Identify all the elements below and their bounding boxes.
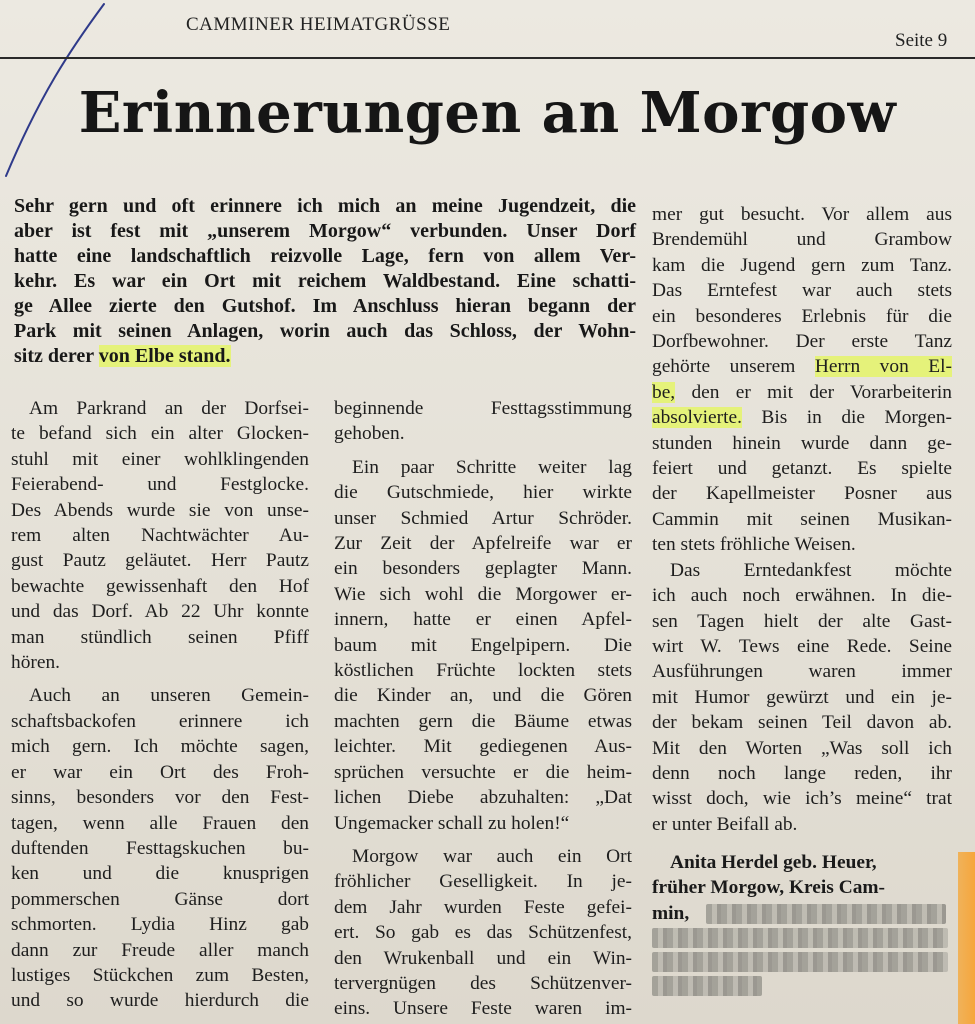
column-line: und das Dorf. Ab 22 Uhr konnte [11,601,309,623]
redacted-address-blur [706,904,946,924]
column-line: bewachte gewissenhaft den Hof [11,575,309,597]
column-line: lustiges Stückchen zum Besten, [11,964,309,986]
column-line: Des Abends wurde sie von unse- [11,499,309,521]
column-line: wisst doch, wie ich’s meine“ trat [652,788,952,810]
intro-line-part: sitz derer [14,345,99,367]
column-line: gust Pautz geläutet. Herr Pautz [11,550,309,572]
column-line: der bekam seinen Teil davon ab. [652,712,952,734]
column-line-part: Bis in die Morgen- [741,407,952,429]
column-line: Wie sich wohl die Morgower er- [334,583,632,605]
redacted-address-blur [652,952,948,972]
page-number: Seite 9 [895,30,948,51]
column-line: leichter. Mit gediegenen Aus- [334,736,632,758]
column-line: te befand sich ein alter Glocken- [11,423,309,445]
intro-line: aber ist fest mit „unserem Morgow“ verbunden. Unser Dorf [14,220,636,242]
intro-line: Sehr gern und oft erinnere ich mich an meine Jugendzeit, die [14,195,636,217]
intro-line: kehr. Es war ein Ort mit reichem Waldbestand. Eine schatti- [14,270,636,292]
column-line: duftenden Festtagskuchen bu- [11,837,309,859]
column-line: sen Tagen hielt der alte Gast- [652,610,952,632]
column-line: rem alten Nachtwächter Au- [11,525,309,547]
article-headline: Erinnerungen an Morgow [78,80,897,146]
article-column-1 [11,396,309,1014]
highlighted-text: be, [652,381,676,403]
orange-tab-edge [958,852,975,1024]
column-line: beginnende Festtagsstimmung [334,398,632,419]
column-line: pommerschen Gänse dort [11,888,309,910]
column-line: sinns, besonders vor den Fest- [11,787,309,809]
signature-line: Anita Herdel geb. Heuer, [670,852,877,873]
column-line: Morgow war auch ein Ort [352,845,632,867]
column-line: schaftsbackofen erinnere ich [11,710,309,732]
column-line: köstlichen Früchte lockten stets [334,660,632,682]
column-line: man stündlich seinen Pfiff [11,626,309,648]
column-line: Dorfbewohner. Der erste Tanz [652,331,952,353]
column-line: Ausführungen waren immer [652,661,952,683]
column-line: die Gutschmiede, hier wirkte [334,482,632,504]
column-line: Mit den Worten „Was soll ich [652,737,952,759]
column-line [652,380,952,405]
article-column-3 [652,202,952,837]
column-line: Das Erntefest war auch stets [652,280,952,302]
intro-line: Park mit seinen Anlagen, worin auch das Schloss, der Wohn- [14,320,636,342]
column-line: den Wrukenball und ein Win- [334,947,632,969]
column-line: der Kapellmeister Posner aus [652,483,952,505]
column-line-part: gehörte unserem [652,356,815,378]
column-line [652,354,952,379]
column-line: gehoben. [334,423,405,445]
column-line: feiert und getanzt. Es spielte [652,458,952,480]
column-line: Ungemacker schall zu holen!“ [334,812,570,834]
paragraph-gap [334,836,632,844]
column-line: mich gern. Ich möchte sagen, [11,736,309,758]
highlighted-text: von Elbe stand. [98,345,231,367]
column-line: Auch an unseren Gemein- [29,685,309,707]
column-line-part: den er mit der Vorarbeiterin [675,381,952,403]
column-line: hören. [11,652,60,674]
column-line: ert. So gab es das Schützenfest, [334,922,632,944]
column-line: tervergnügen des Schützenver- [334,972,632,994]
column-line: lichen Diebe abzuhalten: „Dat [334,787,632,809]
column-line: Brendemühl und Grambow [652,229,952,251]
column-line: wirt W. Tews eine Rede. Seine [652,635,952,657]
column-line: ken und die knusprigen [11,863,309,885]
column-line: unser Schmied Artur Schröder. [334,507,632,529]
column-line: machten gern die Bäume etwas [334,710,632,732]
paragraph-gap [334,447,632,455]
intro-line [14,344,636,369]
publication-name: CAMMINER HEIMATGRÜSSE [186,14,451,35]
column-line: er unter Beifall ab. [652,813,798,835]
column-line: fröhlicher Geselligkeit. In je- [334,871,632,893]
article-column-2 [334,396,632,1022]
column-line [652,405,952,430]
column-line: ich auch noch erwähnen. In die- [652,585,952,607]
column-line: Ein paar Schritte weiter lag [352,456,632,478]
signature-line: min, [652,902,690,924]
signature-line: früher Morgow, Kreis Cam- [652,877,885,899]
intro-line: hatte eine landschaftlich reizvolle Lage, fern von allem Ver- [14,245,636,267]
highlighted-text: Herrn von El- [814,356,952,378]
column-line: baum mit Engelpipern. Die [334,634,632,656]
highlighted-text: absolvierte. [652,407,742,429]
column-line: stuhl mit einer wohlklingenden [11,448,309,470]
column-line: innern, hatte er einen Apfel- [334,609,632,631]
column-line: die Kinder an, und die Gören [334,685,632,707]
column-line: Das Erntedankfest möchte [670,559,952,581]
column-line: Feierabend- und Festglocke. [11,474,309,496]
article-intro [14,194,636,369]
column-line: kam die Jugend gern zum Tanz. [652,254,952,276]
header-rule [0,57,975,59]
column-line: dem Jahr wurden Feste gefei- [334,896,632,918]
column-line: denn noch lange reden, ihr [652,762,952,784]
redacted-address-blur [652,928,948,948]
column-line: mit Humor gewürzt und ein je- [652,686,952,708]
column-line: stunden hinein wurde dann ge- [652,432,952,454]
column-line: Zur Zeit der Apfelreife war er [334,533,632,555]
column-line: tagen, wenn alle Frauen den [11,812,309,834]
column-line: ein besonders geplagter Mann. [334,558,632,580]
column-line: und so wurde hierdurch die [11,990,309,1012]
column-line: schmorten. Lydia Hinz gab [11,914,309,936]
column-line: Am Parkrand an der Dorfsei- [29,398,309,419]
column-line: sprüchen versuchte er die heim- [334,761,632,783]
column-line: ten stets fröhliche Weisen. [652,534,856,556]
paragraph-gap [11,675,309,683]
column-line: eins. Unsere Feste waren im- [334,998,632,1020]
column-line: dann zur Freude aller manch [11,939,309,961]
column-line: mer gut besucht. Vor allem aus [652,204,952,225]
column-line: Cammin mit seinen Musikan- [652,508,952,530]
column-line: ein besonderes Erlebnis für die [652,305,952,327]
intro-line: ge Allee zierte den Gutshof. Im Anschluss hieran begann der [14,295,636,317]
column-line: er war ein Ort des Froh- [11,761,309,783]
redacted-address-blur [652,976,762,996]
